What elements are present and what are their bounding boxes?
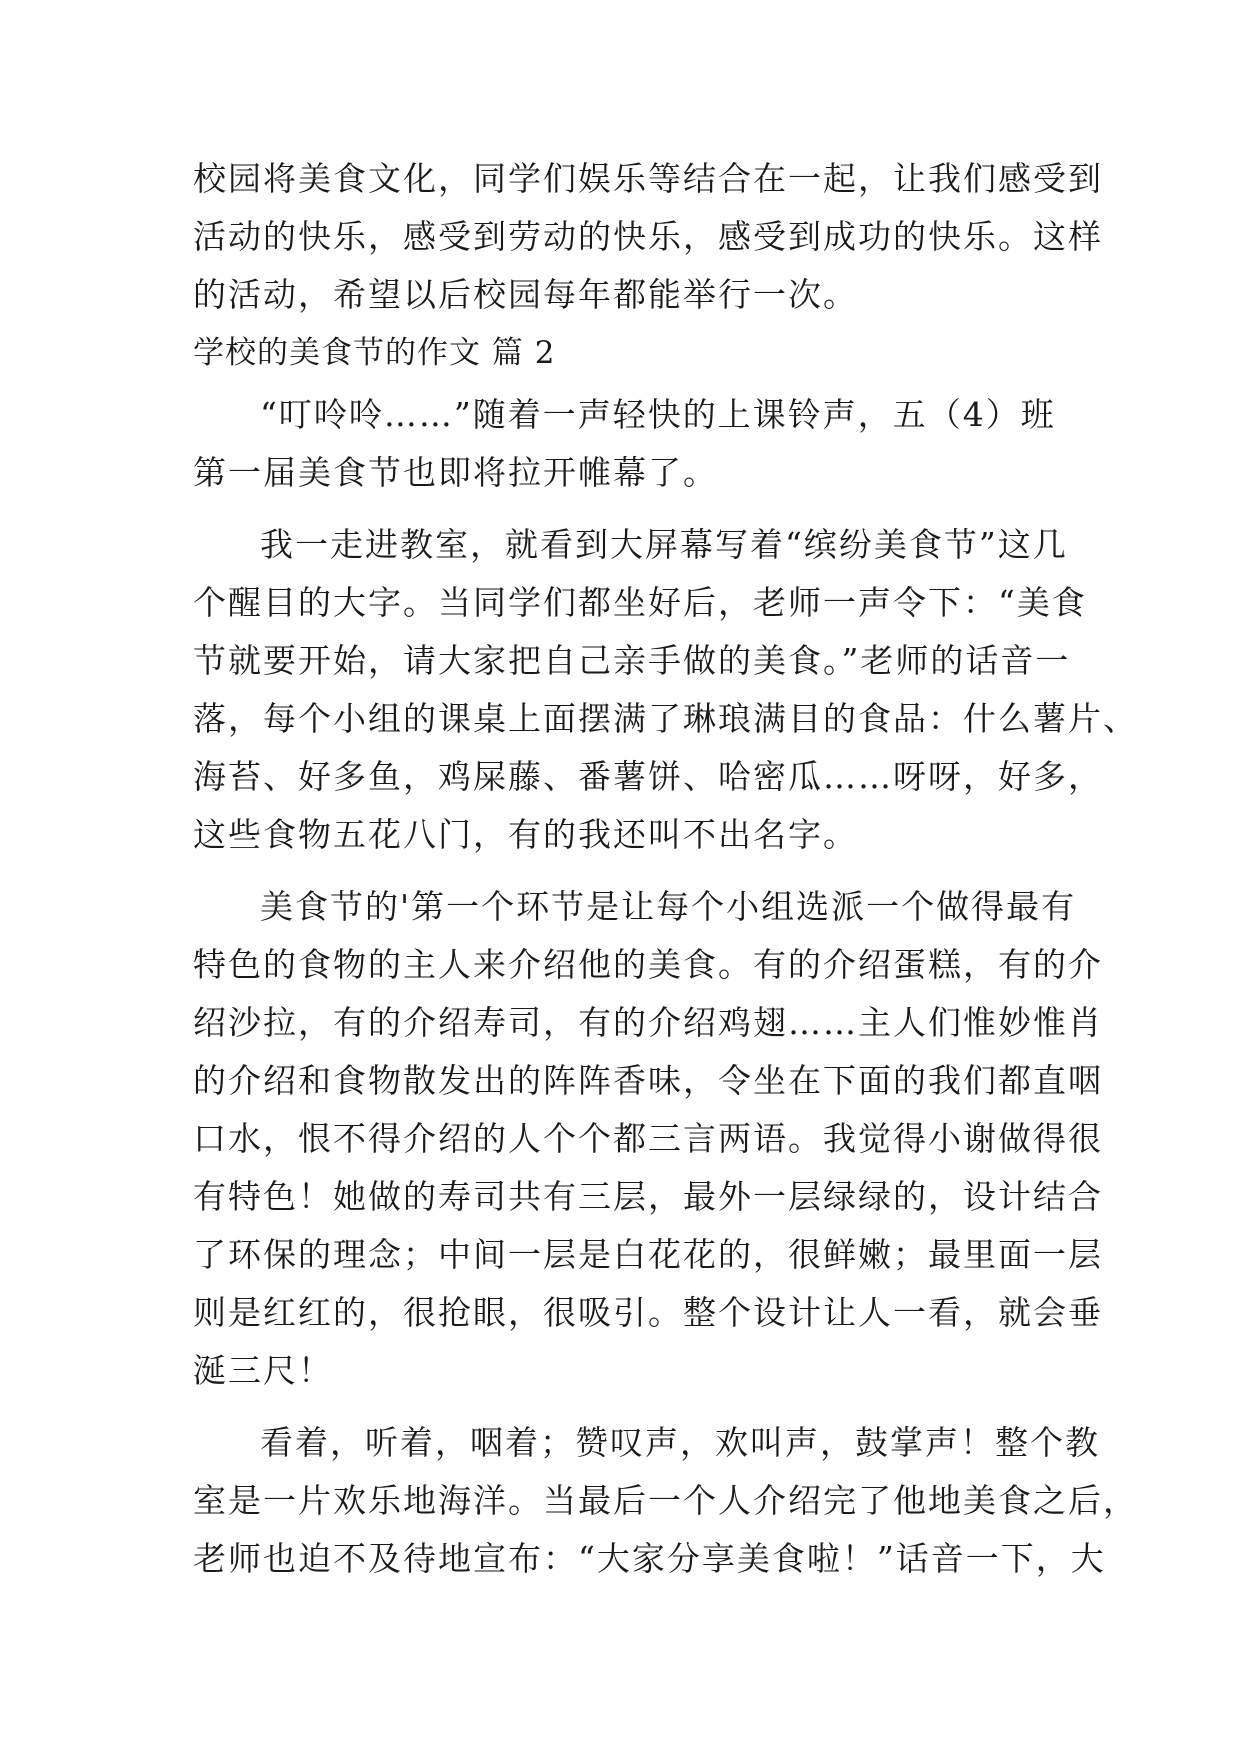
- text-line: 有特色！她做的寿司共有三层，最外一层绿绿的，设计结合: [193, 1177, 1103, 1216]
- paragraph-3: [193, 516, 1138, 864]
- text-line: 的活动，希望以后校园每年都能举行一次。: [193, 275, 858, 314]
- text-line: “叮呤呤……”随着一声轻快的上课铃声，五（4）班: [260, 395, 1056, 434]
- text-line: 涎三尺！: [193, 1351, 333, 1390]
- section-title: 学校的美食节的作文 篇 2: [193, 335, 556, 371]
- paragraph-2: [193, 386, 1056, 502]
- text-line: 节就要开始，请大家把自己亲手做的美食。”老师的话音一: [193, 641, 1071, 680]
- text-line: 美食节的'第一个环节是让每个小组选派一个做得最有: [260, 887, 1077, 926]
- text-line: 这些食物五花八门，有的我还叫不出名字。: [193, 815, 858, 854]
- text-line: 室是一片欢乐地海洋。当最后一个人介绍完了他地美食之后，: [193, 1481, 1138, 1520]
- text-line: 特色的食物的主人来介绍他的美食。有的介绍蛋糕，有的介: [193, 945, 1103, 984]
- paragraph-4: [193, 878, 1103, 1400]
- paragraph-5: [193, 1414, 1138, 1588]
- paragraph-1: [193, 150, 1103, 324]
- text-line: 的介绍和食物散发出的阵阵香味，令坐在下面的我们都直咽: [193, 1061, 1103, 1100]
- text-line: 海苔、好多鱼，鸡屎藤、番薯饼、哈密瓜……呀呀，好多，: [193, 757, 1103, 796]
- text-line: 绍沙拉，有的介绍寿司，有的介绍鸡翅……主人们惟妙惟肖: [193, 1003, 1103, 1042]
- text-line: 老师也迫不及待地宣布：“大家分享美食啦！”话音一下，大: [193, 1539, 1106, 1578]
- text-line: 落，每个小组的课桌上面摆满了琳琅满目的食品：什么薯片、: [193, 699, 1138, 738]
- text-line: 了环保的理念；中间一层是白花花的，很鲜嫩；最里面一层: [193, 1235, 1103, 1274]
- text-line: 我一走进教室，就看到大屏幕写着“缤纷美食节”这几: [260, 525, 1068, 564]
- text-line: 看着，听着，咽着；赞叹声，欢叫声，鼓掌声！整个教: [260, 1423, 1100, 1462]
- text-line: 则是红红的，很抢眼，很吸引。整个设计让人一看，就会垂: [193, 1293, 1103, 1332]
- text-line: 活动的快乐，感受到劳动的快乐，感受到成功的快乐。这样: [193, 217, 1103, 256]
- text-line: 校园将美食文化，同学们娱乐等结合在一起，让我们感受到: [193, 159, 1103, 198]
- text-line: 口水，恨不得介绍的人个个都三言两语。我觉得小谢做得很: [193, 1119, 1103, 1158]
- document-body: [193, 150, 1138, 1588]
- text-line: 个醒目的大字。当同学们都坐好后，老师一声令下：“美食: [193, 583, 1087, 622]
- text-line: 第一届美食节也即将拉开帷幕了。: [193, 453, 718, 492]
